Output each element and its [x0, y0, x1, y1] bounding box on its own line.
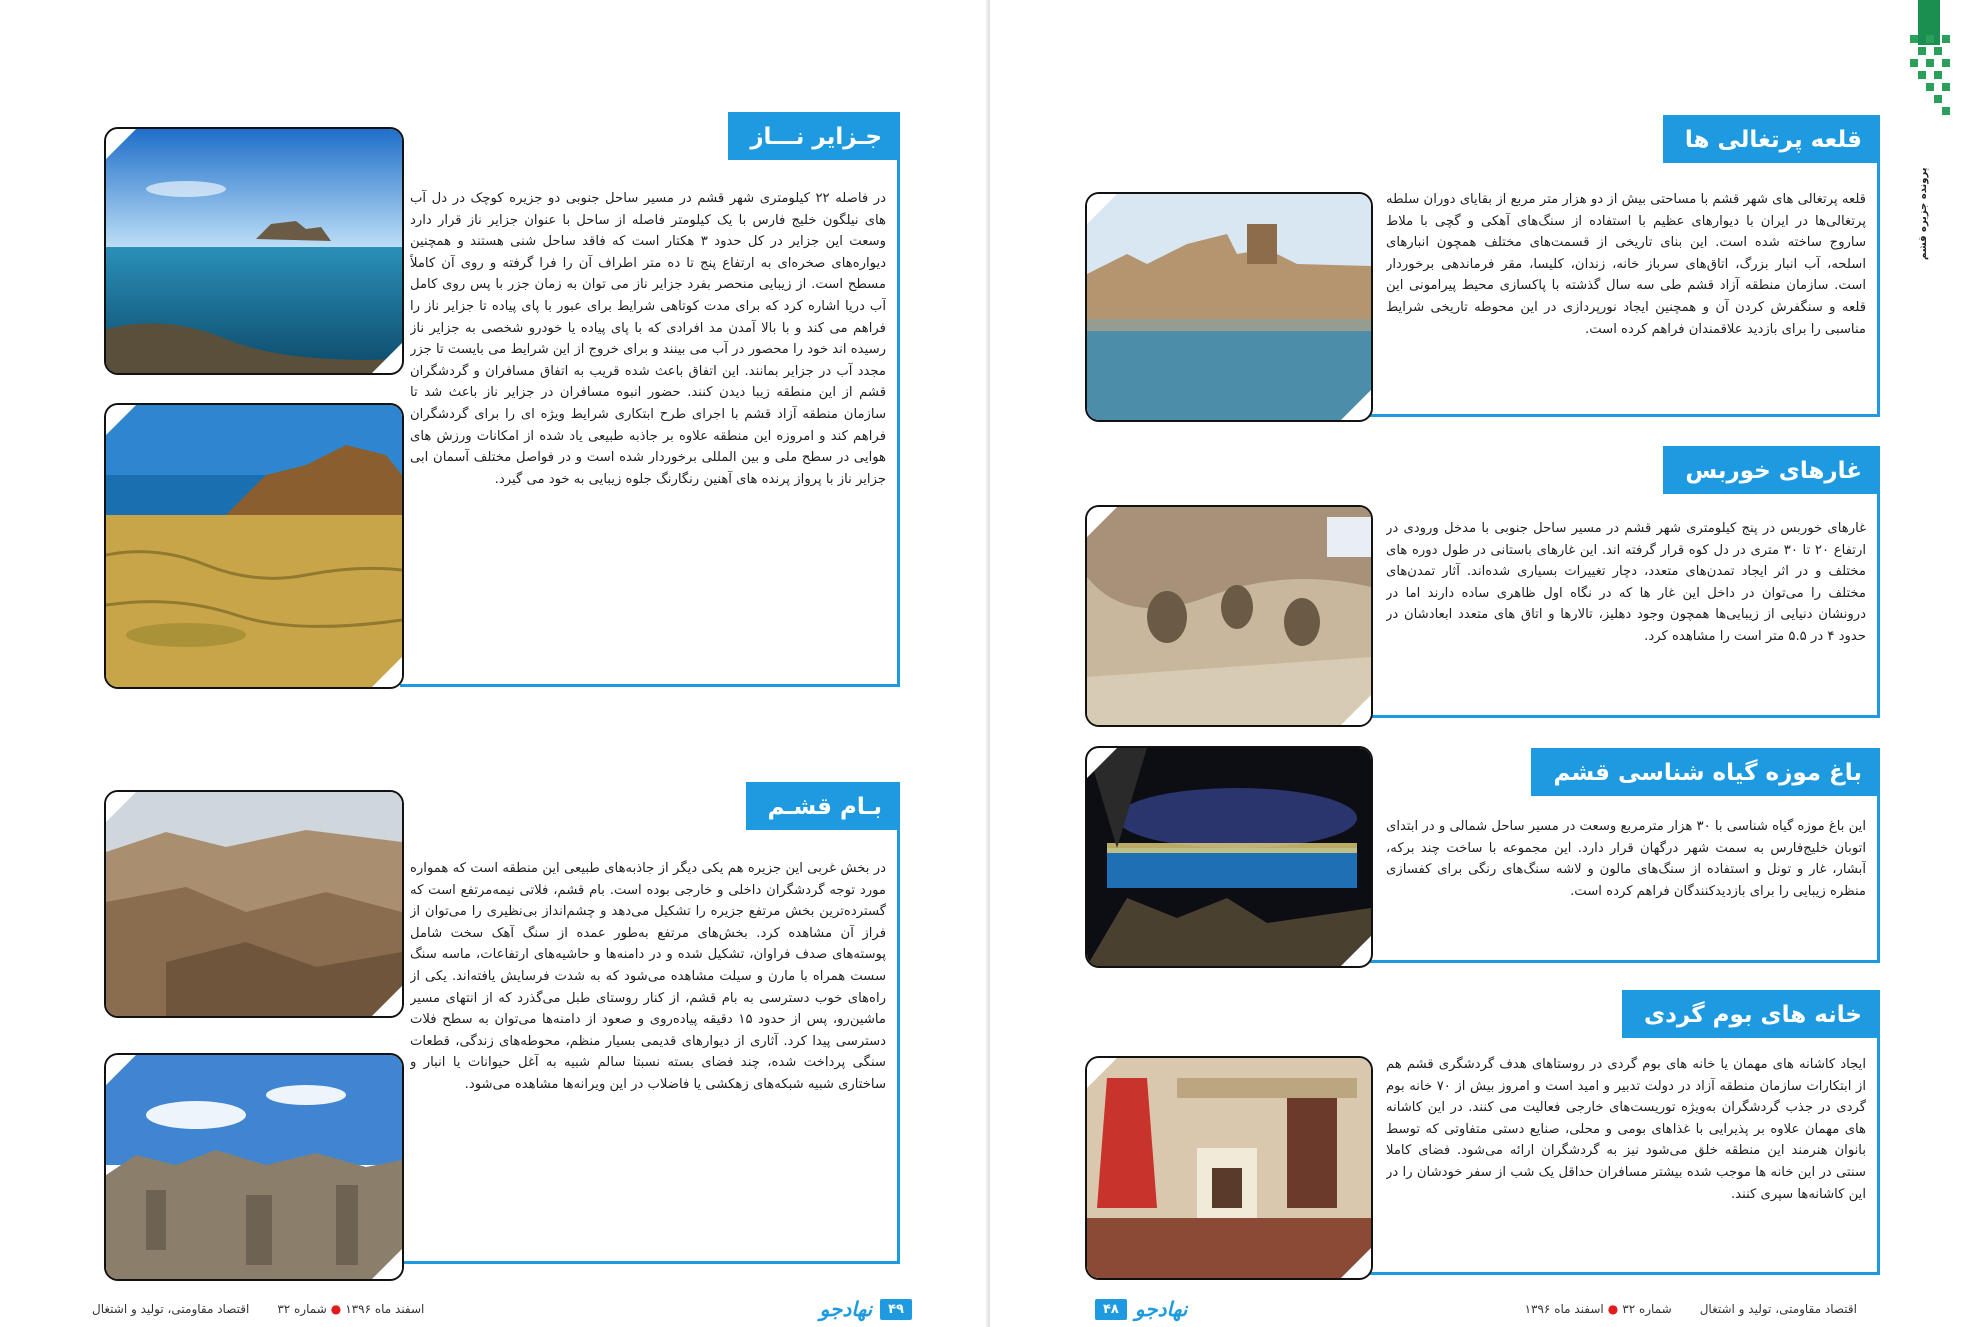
photo-corner-mark — [372, 657, 402, 687]
photo-corner-mark — [372, 1249, 402, 1279]
section-paragraph: این باغ موزه گیاه شناسی با ۳۰ هزار مترمربع وسعت در مسیر ساحل شمالی و در ابتدای اتوبان خلیج‌فارس به سمت شهر درگهان قرار دارد. این مجموعه با ساخت چند برکه، آبشار، غار و تونل و استفاده از سنگ‌های مالون و لاشه سنگ‌های رنگی برای کفسازی منظره زیبایی را برای بازدیدکنندگان فراهم کرده است. — [1386, 819, 1866, 899]
checker-pattern-icon — [1910, 35, 1950, 145]
section-paragraph: در بخش غربی این جزیره هم یکی دیگر از جاذبه‌های طبیعی این منطقه است که همواره مورد توجه گردشگران داخلی و خارجی بوده است. بام قشم، فلاتی نیمه‌مرتفع است که گسترده‌ترین بخش مرتفع جزیره را تشکیل می‌دهد و چشم‌انداز بی‌نظیری را می‌توان از فراز آن مشاهده کرد. بخش‌های مرتفع به‌طور عمده از سنگ آهک سخت شامل پوسته‌های صدف فراوان، تشکیل شده و در دامنه‌ها و حاشیه‌های ارتفاعات، ماسه سنگ سست همراه با مارن و سیلت مشاهده می‌شود که به شدت فرسایش یافته‌اند. یکی از راه‌های خوب دسترسی به بام قشم، از کنار روستای طبل می‌گذرد که از انتهای مسیر ماشین‌رو، پس از حدود ۱۵ دقیقه پیاده‌روی و صعود از دامنه‌ها می‌توان به سطح فلات دسترسی پیدا کرد. آثاری از دیوارهای قدیمی بسیار منظم، محوطه‌های زندگی، قطعات سنگی پرداخت شده، چند فضای بسته نسبتا سالم شبیه به آغل حیوانات یا انبار و ساختاری شبیه شبکه‌های زهکشی یا فاضلاب در این ویرانه‌ها مشاهده می‌شود. — [410, 861, 886, 1092]
section-paragraph: قلعه پرتغالی های شهر قشم با مساحتی بیش از دو هزار متر مربع از بقایای دوران سلطه پرتغالی‌ها در ایران با دیوارهای عظیم با استفاده از سنگ‌های آهکی و گچی با ملاط ساروج ساخته شده است. این بنای تاریخی از قسمت‌های مختلف همچون انبارهای اسلحه، آب انبار بزرگ، اتاق‌های سرباز خانه، زندان، کلیسا، مقر فرماندهی برخوردار است. سازمان منطقه آزاد قشم طی سه سال گذشته با پاکسازی محیط پیرامونی این قلعه و سنگفرش کردن آن و همچنین ایجاد نورپردازی در این محوطه تاریخی شرایط مناسبی را برای بازدید علاقمندان فراهم کرده است. — [1386, 192, 1866, 337]
side-label: پرونده جزیره قشم — [1918, 167, 1929, 260]
right-footer — [1095, 1291, 1865, 1327]
castle-lagoon-image — [1087, 194, 1371, 420]
photo-corner-mark — [1341, 1248, 1371, 1278]
botanical-garden-photo — [1085, 746, 1373, 968]
photo-corner-mark — [106, 792, 136, 822]
section-paragraph: در فاصله ۲۲ کیلومتری شهر قشم در مسیر ساحل جنوبی دو جزیره کوچک در دل آب های نیلگون خلیج فارس با یک کیلومتر فاصله از ساحل با عنوان جزایر ناز قرار دارد وسعت این جزایر در کل حدود ۳ هکتار است که فاقد ساحل شنی هستند و همچنین دیواره‌های صخره‌ای به ارتفاع پنج تا ده متر اطراف آن را فرا گرفته و روی آن کاملاً مسطح است. از زیبایی منحصر بفرد جزایر ناز می توان به زمان جزر با پس روی کامل آب دریا اشاره کرد که برای مدت کوتاهی شرایط برای عبور با پای پیاده تا جزایر ناز را فراهم می کند و با بالا آمدن مد افرادی که با پای پیاده یا خودرو شخصی به جزایر ناز رسیده اند خود را محصور در آب می بینند و برای خروج از این شرایط می بایست تا جزر مجدد آب در جزایر بمانند. این اتفاق باعث شده قریب به اتفاق مسافران و گردشگران قشم از این منطقه زیبا دیدن کنند. حضور انبوه مسافران در جزایر ناز باعث شد تا سازمان منطقه آزاد قشم با اجرای طرح ابتکاری شرایط ویژه ای را برای گردشگران فراهم کند و امروزه این منطقه علاوه بر جاذبه طبیعی یاد شده از امکانات ورزش های هوایی در سطح ملی و بین المللی برخوردار شده است و در فواصل مختلف آسمان ابی جزایر ناز با پرواز پرنده های آهنین رنگارنگ جلوه زیبایی به خود می گیرد. — [410, 191, 886, 487]
qeshm-roof-photo-1 — [104, 790, 404, 1018]
coast-rocks-image — [106, 405, 402, 687]
section-title: قلعه پرتغالی ها — [1663, 115, 1880, 163]
footer-issue-date: اسفند ماه ۱۳۹۶ — [1524, 1302, 1604, 1316]
section-text — [1386, 518, 1866, 718]
footer-issue-number: شماره ۳۲ — [277, 1302, 327, 1316]
qeshm-roof-photo-2 — [104, 1053, 404, 1281]
section-title: باغ موزه گیاه شناسی قشم — [1531, 748, 1880, 796]
photo-corner-mark — [1087, 748, 1117, 778]
section-text — [410, 858, 886, 1258]
section-paragraph: غارهای خوربس در پنج کیلومتری شهر قشم در مسیر ساحل جنوبی با مدخل ورودی در ارتفاع ۲۰ تا ۳۰ متری در دل کوه قرار گرفته اند. این غارهای باستانی در طول دوره های مختلف و در اثر ایجاد تمدن‌های متعدد، دچار تغییرات بسیاری شده‌اند. آثار تمدن‌های مختلف را می‌توان در داخل این غار ها که در نگاه اول ظاهری ساده دارند اما در درونشان دنیایی از زیبایی‌ها همچون وجود دهلیز، تالارها و اتاق های متعدد ابعادشان در حدود ۴ در ۵.۵ متر است را مشاهده کرد. — [1386, 521, 1866, 644]
section-title: غارهای خوربس — [1663, 446, 1880, 494]
section-text — [1386, 1054, 1866, 1274]
rock-caves-image — [1087, 507, 1371, 725]
footer-issue-date: اسفند ماه ۱۳۹۶ — [345, 1302, 425, 1316]
section-text — [410, 188, 886, 688]
section-naz-islands — [400, 112, 900, 687]
photo-corner-mark — [372, 986, 402, 1016]
canyon-image — [106, 792, 402, 1016]
khorbas-caves-photo — [1085, 505, 1373, 727]
photo-corner-mark — [1341, 936, 1371, 966]
bullet-icon: ● — [330, 1302, 342, 1316]
section-title: خانه های بوم گردی — [1622, 990, 1880, 1038]
sea-rock-image — [106, 129, 402, 373]
traditional-room-image — [1087, 1058, 1371, 1278]
section-text — [1386, 189, 1866, 419]
photo-corner-mark — [1087, 1058, 1117, 1088]
footer-slogan: اقتصاد مقاومتی، تولید و اشتغال — [1699, 1302, 1857, 1316]
naz-islands-photo-2 — [104, 403, 404, 689]
ecolodge-photo — [1085, 1056, 1373, 1280]
section-title: جـزایر نـــاز — [728, 112, 900, 160]
night-garden-image — [1087, 748, 1371, 966]
photo-corner-mark — [106, 129, 136, 159]
footer-issue-number: شماره ۳۲ — [1622, 1302, 1672, 1316]
section-paragraph: ایجاد کاشانه های مهمان یا خانه های بوم گردی در روستاهای هدف گردشگری قشم هم از ابتکارات سازمان منطقه آزاد در دولت تدبیر و امید است و امروز بیش از ۷۰ خانه بوم گردی در جذب گردشگران به‌ویژه توریست‌های خارجی فعالیت می کنند. در این کاشانه های مهمان علاوه بر پذیرایی با غذاهای بومی و محلی، صنایع دستی متفاوتی که توسط بانوان هنرمند این منطقه خلق می‌شود نیز به گردشگران ارائه می‌شود. فضای کاملا سنتی در این خانه ها موجب شده بیشتر مسافران حداقل یک شب از سفر خودشان را در این کاشانه‌ها سپری کنند. — [1386, 1057, 1866, 1202]
section-text — [1386, 816, 1866, 966]
magazine-logo: نهادجو — [819, 1297, 873, 1321]
portuguese-castle-photo — [1085, 192, 1373, 422]
photo-corner-mark — [106, 405, 136, 435]
page-number: ۴۹ — [880, 1299, 912, 1320]
naz-islands-photo-1 — [104, 127, 404, 375]
bullet-icon: ● — [1607, 1302, 1619, 1316]
page-number: ۴۸ — [1095, 1299, 1127, 1320]
photo-corner-mark — [106, 1055, 136, 1085]
photo-corner-mark — [1341, 390, 1371, 420]
section-title: بـام قشـم — [746, 782, 900, 830]
left-footer — [92, 1291, 912, 1327]
photo-corner-mark — [372, 343, 402, 373]
badlands-image — [106, 1055, 402, 1279]
magazine-logo: نهادجو — [1134, 1297, 1188, 1321]
right-page — [990, 0, 1980, 1327]
photo-corner-mark — [1087, 507, 1117, 537]
photo-corner-mark — [1087, 194, 1117, 224]
photo-corner-mark — [1341, 695, 1371, 725]
footer-slogan: اقتصاد مقاومتی، تولید و اشتغال — [92, 1302, 250, 1316]
section-qeshm-roof — [400, 782, 900, 1264]
